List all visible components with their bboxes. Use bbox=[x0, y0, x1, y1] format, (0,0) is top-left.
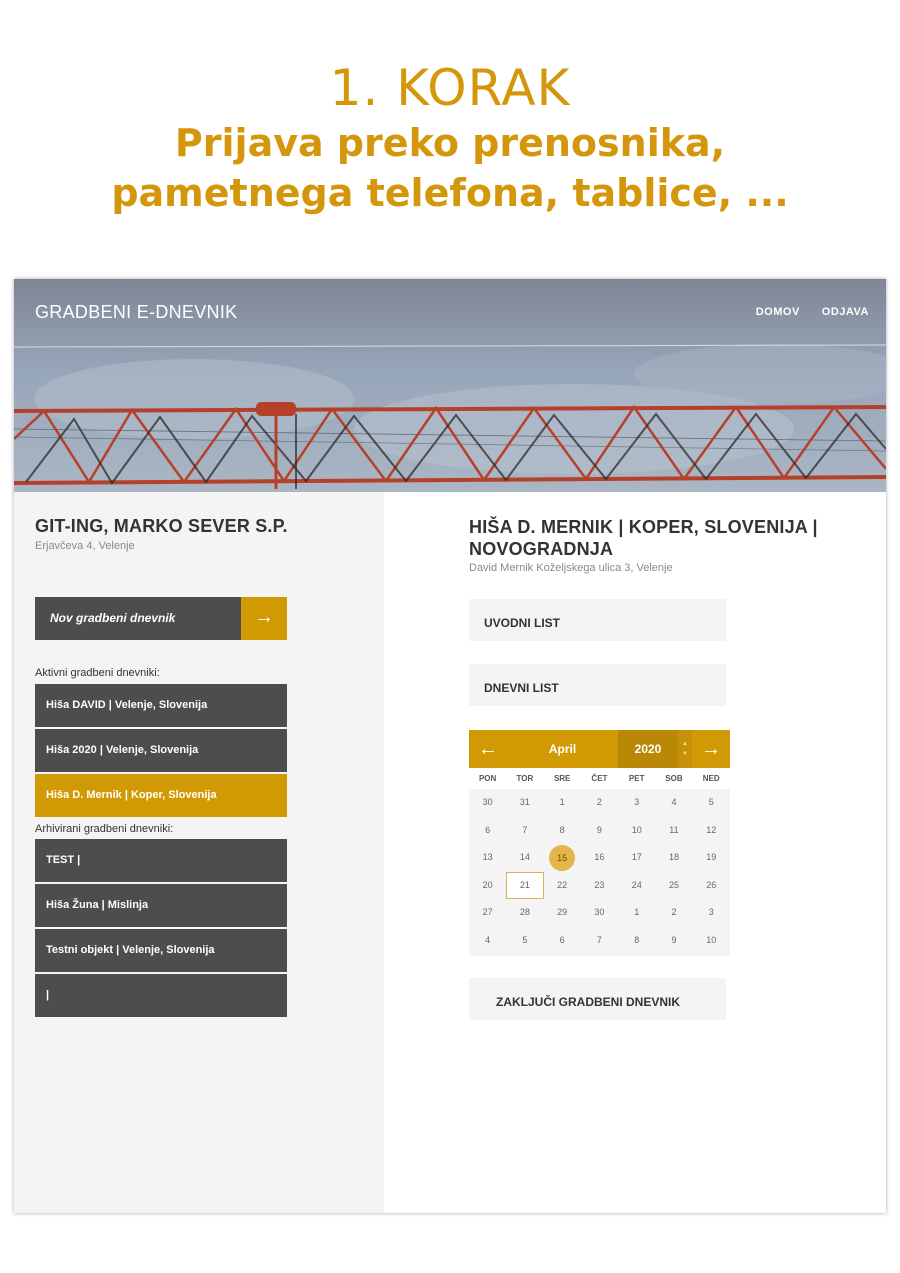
project-title-line-2: NOVOGRADNJA bbox=[469, 539, 614, 559]
calendar-day[interactable]: 28 bbox=[519, 907, 530, 917]
weekday-label: TOR bbox=[516, 774, 534, 783]
calendar-day[interactable]: 7 bbox=[596, 934, 602, 945]
nav-logout-link[interactable]: ODJAVA bbox=[821, 306, 869, 318]
calendar-day[interactable]: 13 bbox=[482, 852, 493, 862]
calendar-day[interactable]: 17 bbox=[631, 852, 642, 862]
calendar-weekdays bbox=[469, 768, 730, 789]
calendar-day-today[interactable]: 15 bbox=[544, 844, 581, 872]
calendar-day[interactable]: 2 bbox=[671, 907, 677, 917]
header-hero bbox=[14, 279, 886, 492]
calendar-day[interactable]: 4 bbox=[671, 797, 677, 807]
promo-line-2: pametnega telefona, tablice, ... bbox=[111, 171, 789, 215]
calendar-day[interactable]: 24 bbox=[631, 879, 642, 890]
calendar-day[interactable]: 18 bbox=[668, 852, 679, 862]
arrow-left-icon[interactable]: ← bbox=[478, 737, 498, 760]
archived-diaries-label: Arhivirani gradbeni dnevniki: bbox=[35, 823, 174, 835]
calendar-day[interactable]: 1 bbox=[559, 797, 565, 807]
weekday-label: PON bbox=[478, 774, 497, 783]
calendar-day[interactable]: 7 bbox=[522, 824, 528, 835]
project-title-line-1: HIŠA D. MERNIK | KOPER, SLOVENIJA | bbox=[469, 517, 818, 537]
app-brand[interactable]: GRADBENI E-DNEVNIK bbox=[35, 302, 238, 322]
archived-item-test[interactable]: TEST | bbox=[35, 839, 287, 882]
calendar bbox=[469, 730, 730, 956]
promo-line-1: Prijava preko prenosnika, bbox=[174, 121, 726, 165]
calendar-days-grid bbox=[469, 789, 730, 956]
promo-step: 1. KORAK bbox=[329, 59, 571, 117]
top-nav bbox=[756, 306, 869, 318]
calendar-year-box bbox=[618, 730, 692, 768]
new-diary-button[interactable] bbox=[35, 597, 287, 640]
diary-item-hisa-david[interactable]: Hiša DAVID | Velenje, Slovenija bbox=[35, 684, 287, 727]
calendar-day[interactable]: 20 bbox=[482, 879, 493, 890]
calendar-month[interactable]: April bbox=[548, 742, 577, 756]
calendar-day[interactable]: 22 bbox=[557, 879, 568, 890]
weekday-label: PET bbox=[628, 774, 645, 783]
year-spinner[interactable] bbox=[678, 730, 692, 768]
calendar-day[interactable]: 4 bbox=[485, 934, 491, 945]
calendar-day[interactable]: 31 bbox=[519, 797, 530, 807]
calendar-day[interactable]: 5 bbox=[522, 934, 528, 945]
calendar-day[interactable]: 30 bbox=[482, 797, 493, 807]
calendar-day[interactable]: 16 bbox=[594, 852, 605, 862]
calendar-year[interactable]: 2020 bbox=[634, 742, 662, 756]
app-screenshot bbox=[14, 279, 886, 1213]
calendar-day[interactable]: 6 bbox=[485, 824, 491, 835]
promo-heading bbox=[0, 58, 900, 218]
calendar-day[interactable]: 27 bbox=[482, 907, 493, 917]
nav-home-link[interactable]: DOMOV bbox=[755, 306, 800, 318]
calendar-day[interactable]: 23 bbox=[594, 879, 605, 890]
main-content bbox=[384, 492, 886, 1213]
calendar-day[interactable]: 8 bbox=[559, 824, 565, 835]
arrow-right-icon[interactable]: → bbox=[241, 597, 287, 640]
project-title bbox=[469, 516, 849, 560]
company-name: GIT-ING, MARKO SEVER S.P. bbox=[35, 516, 288, 536]
active-diaries-list bbox=[35, 684, 287, 819]
calendar-day[interactable]: 12 bbox=[706, 824, 717, 835]
calendar-day[interactable]: 9 bbox=[596, 824, 602, 835]
calendar-day[interactable]: 3 bbox=[708, 907, 714, 917]
archived-item-testni-objekt[interactable]: Testni objekt | Velenje, Slovenija bbox=[35, 929, 287, 972]
weekday-label: ČET bbox=[591, 774, 608, 783]
daily-sheet-button[interactable]: DNEVNI LIST bbox=[469, 664, 726, 706]
diary-item-hisa-mernik[interactable]: Hiša D. Mernik | Koper, Slovenija bbox=[35, 774, 287, 817]
calendar-day[interactable]: 9 bbox=[671, 934, 677, 945]
sidebar bbox=[14, 492, 384, 1213]
calendar-day[interactable]: 10 bbox=[631, 824, 642, 835]
weekday-label: SOB bbox=[665, 774, 683, 783]
calendar-day[interactable]: 29 bbox=[557, 907, 568, 917]
calendar-day[interactable]: 19 bbox=[706, 852, 717, 862]
calendar-day[interactable]: 26 bbox=[706, 879, 717, 890]
calendar-day[interactable]: 11 bbox=[669, 824, 679, 835]
calendar-day[interactable]: 1 bbox=[634, 907, 640, 917]
calendar-day[interactable]: 14 bbox=[519, 852, 530, 862]
close-diary-button[interactable]: ZAKLJUČI GRADBENI DNEVNIK bbox=[469, 978, 726, 1020]
calendar-day[interactable]: 2 bbox=[596, 797, 602, 807]
calendar-header bbox=[469, 730, 730, 768]
new-diary-label: Nov gradbeni dnevnik bbox=[50, 611, 176, 625]
archived-diaries-list bbox=[35, 839, 287, 1019]
active-diaries-label: Aktivni gradbeni dnevniki: bbox=[35, 667, 160, 679]
calendar-day[interactable]: 25 bbox=[668, 879, 679, 890]
arrow-right-icon[interactable]: → bbox=[701, 737, 721, 760]
calendar-day[interactable]: 6 bbox=[559, 934, 565, 945]
weekday-label: NED bbox=[702, 774, 720, 783]
archived-item-hisa-zuna[interactable]: Hiša Žuna | Mislinja bbox=[35, 884, 287, 927]
diary-item-hisa-2020[interactable]: Hiša 2020 | Velenje, Slovenija bbox=[35, 729, 287, 772]
calendar-day[interactable]: 5 bbox=[708, 797, 714, 807]
calendar-day[interactable]: 30 bbox=[594, 907, 605, 917]
weekday-label: SRE bbox=[553, 774, 571, 783]
calendar-day[interactable]: 3 bbox=[634, 797, 640, 807]
intro-sheet-button[interactable]: UVODNI LIST bbox=[469, 599, 726, 641]
project-subtitle: David Mernik Koželjskega ulica 3, Velenje bbox=[469, 562, 673, 574]
archived-item-empty[interactable]: | bbox=[35, 974, 287, 1017]
calendar-day[interactable]: 8 bbox=[634, 934, 640, 945]
chevron-up-icon[interactable]: ▲ bbox=[682, 741, 688, 747]
company-address: Erjavčeva 4, Velenje bbox=[35, 540, 135, 552]
calendar-day[interactable]: 10 bbox=[706, 934, 717, 945]
chevron-down-icon[interactable]: ▼ bbox=[682, 751, 688, 757]
calendar-day-selected[interactable]: 21 bbox=[506, 872, 543, 900]
